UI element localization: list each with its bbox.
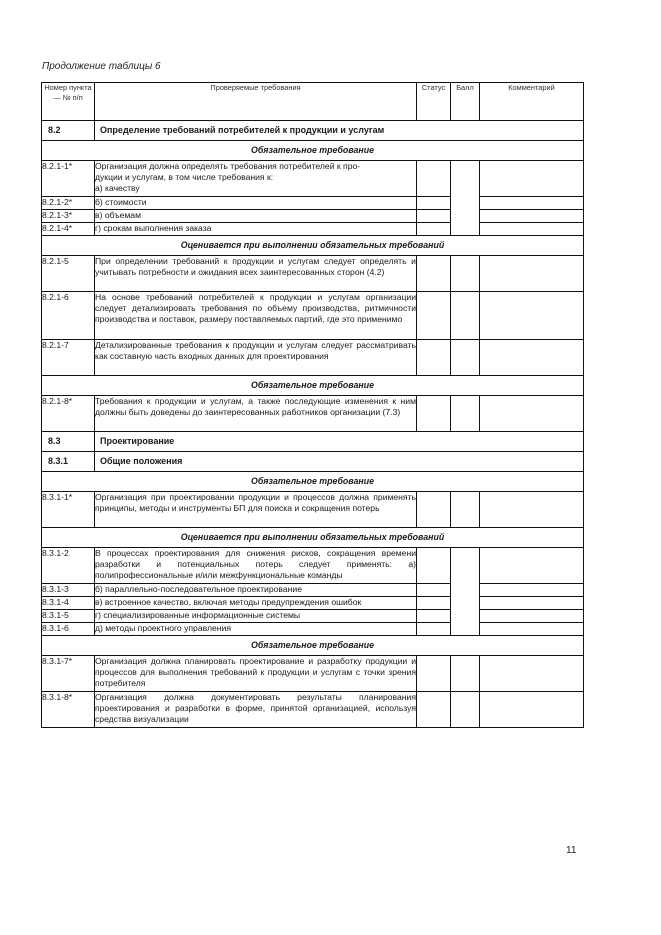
table-header-row — [42, 83, 584, 121]
section-number: 8.3.1 — [42, 452, 95, 472]
item-number: 8.3.1-1* — [42, 492, 95, 528]
header-number: Номер пункта — № п/п — [42, 83, 95, 121]
status-cell[interactable] — [417, 656, 451, 692]
item-text: Требования к продукции и услугам, а также последующие изменения к ним должны быть доведены до заинтересованных работников организации (7.3) — [95, 396, 417, 432]
status-cell[interactable] — [417, 584, 451, 597]
item-number: 8.2.1-4* — [42, 223, 95, 236]
item-text: Организация должна планировать проектирование и разработку продукции и процессов для выполнения требований к продукции и услугам с точки зрения потребителя — [95, 656, 417, 692]
status-cell[interactable] — [417, 256, 451, 292]
item-number: 8.3.1-3 — [42, 584, 95, 597]
item-text: г) специализированные информационные системы — [95, 610, 417, 623]
score-cell[interactable] — [451, 292, 480, 340]
status-cell[interactable] — [417, 692, 451, 728]
table-row — [42, 396, 584, 432]
item-text: в) встроенное качество, включая методы предупреждения ошибок — [95, 597, 417, 610]
item-number: 8.3.1-4 — [42, 597, 95, 610]
score-cell-merged[interactable] — [451, 161, 480, 236]
item-text: б) стоимости — [95, 197, 417, 210]
category-row — [42, 636, 584, 656]
table-row — [42, 161, 584, 197]
item-text — [95, 161, 417, 197]
item-number: 8.3.1-7* — [42, 656, 95, 692]
item-text: На основе требований потребителей к продукции и услугам организации следует детализировать требования по объему производства, ритмичности производства и поставок, размеру поставляемых партий, где это применимо — [95, 292, 417, 340]
section-row — [42, 432, 584, 452]
item-text: г) срокам выполнения заказа — [95, 223, 417, 236]
table-row — [42, 223, 584, 236]
table-row — [42, 492, 584, 528]
category-row — [42, 141, 584, 161]
category-label: Обязательное требование — [42, 636, 584, 656]
status-cell[interactable] — [417, 210, 451, 223]
status-cell[interactable] — [417, 340, 451, 376]
item-number: 8.3.1-6 — [42, 623, 95, 636]
score-cell[interactable] — [451, 256, 480, 292]
section-number: 8.3 — [42, 432, 95, 452]
item-text: В процессах проектирования для снижения рисков, сокращения времени разработки и потенциальных потерь следует применять: а) полипрофессиональные и/или межфункциональные команды — [95, 548, 417, 584]
item-text: Организация при проектировании продукции и процессов должна применять принципы, методы и инструменты БП для поиска и сокращения потерь — [95, 492, 417, 528]
item-text: Организация должна документировать результаты планирования проектирования и разработки в форме, принятой организацией, используя средства визуализации — [95, 692, 417, 728]
comment-cell[interactable] — [480, 210, 584, 223]
status-cell[interactable] — [417, 292, 451, 340]
category-row — [42, 528, 584, 548]
comment-cell[interactable] — [480, 292, 584, 340]
section-row — [42, 121, 584, 141]
table-row — [42, 623, 584, 636]
item-text-line: Организация должна определять требования потребителей к про- — [95, 161, 361, 171]
category-row — [42, 376, 584, 396]
table-row — [42, 197, 584, 210]
header-score: Балл — [451, 83, 480, 121]
item-number: 8.2.1-5 — [42, 256, 95, 292]
score-cell[interactable] — [451, 692, 480, 728]
status-cell[interactable] — [417, 548, 451, 584]
header-comment: Комментарий — [480, 83, 584, 121]
item-number: 8.3.1-8* — [42, 692, 95, 728]
comment-cell[interactable] — [480, 340, 584, 376]
score-cell-merged[interactable] — [451, 548, 480, 636]
score-cell[interactable] — [451, 396, 480, 432]
category-label: Обязательное требование — [42, 141, 584, 161]
comment-cell[interactable] — [480, 223, 584, 236]
section-title: Определение требований потребителей к продукции и услугам — [95, 121, 584, 141]
section-title: Общие положения — [95, 452, 584, 472]
item-text-line: дукции и услугам, в том числе требования к: — [95, 172, 274, 182]
table-row — [42, 256, 584, 292]
header-requirements: Проверяемые требования — [95, 83, 417, 121]
comment-cell[interactable] — [480, 584, 584, 597]
item-number: 8.2.1-7 — [42, 340, 95, 376]
item-text: При определении требований к продукции и услугам следует определять и учитывать потребности и ожидания всех заинтересованных сторон (4.2) — [95, 256, 417, 292]
requirements-table — [41, 82, 584, 728]
subsection-row — [42, 452, 584, 472]
item-number: 8.2.1-3* — [42, 210, 95, 223]
status-cell[interactable] — [417, 492, 451, 528]
status-cell[interactable] — [417, 610, 451, 623]
comment-cell[interactable] — [480, 656, 584, 692]
item-number: 8.3.1-5 — [42, 610, 95, 623]
comment-cell[interactable] — [480, 492, 584, 528]
table-row — [42, 292, 584, 340]
category-label: Обязательное требование — [42, 376, 584, 396]
category-label: Оценивается при выполнении обязательных требований — [42, 236, 584, 256]
item-number: 8.3.1-2 — [42, 548, 95, 584]
comment-cell[interactable] — [480, 396, 584, 432]
table-caption: Продолжение таблицы 6 — [42, 61, 161, 72]
item-number: 8.2.1-6 — [42, 292, 95, 340]
comment-cell[interactable] — [480, 256, 584, 292]
item-text: б) параллельно-последовательное проектирование — [95, 584, 417, 597]
comment-cell[interactable] — [480, 548, 584, 584]
item-text: д) методы проектного управления — [95, 623, 417, 636]
comment-cell[interactable] — [480, 692, 584, 728]
score-cell[interactable] — [451, 340, 480, 376]
category-label: Оценивается при выполнении обязательных требований — [42, 528, 584, 548]
item-text: в) объемам — [95, 210, 417, 223]
table-row — [42, 584, 584, 597]
table-row — [42, 692, 584, 728]
item-text: Детализированные требования к продукции и услугам следует рассматривать как составную часть входных данных для проектирования — [95, 340, 417, 376]
table-row — [42, 548, 584, 584]
section-title: Проектирование — [95, 432, 584, 452]
category-row — [42, 236, 584, 256]
status-cell[interactable] — [417, 396, 451, 432]
table-row — [42, 656, 584, 692]
status-cell[interactable] — [417, 597, 451, 610]
status-cell[interactable] — [417, 161, 451, 197]
table-row — [42, 210, 584, 223]
status-cell[interactable] — [417, 197, 451, 210]
score-cell[interactable] — [451, 492, 480, 528]
table-row — [42, 340, 584, 376]
score-cell[interactable] — [451, 656, 480, 692]
comment-cell[interactable] — [480, 197, 584, 210]
item-text-line: а) качеству — [95, 183, 140, 193]
table-row — [42, 610, 584, 623]
comment-cell[interactable] — [480, 161, 584, 197]
page-number: 11 — [566, 845, 577, 856]
comment-cell[interactable] — [480, 597, 584, 610]
category-row — [42, 472, 584, 492]
item-number: 8.2.1-2* — [42, 197, 95, 210]
status-cell[interactable] — [417, 623, 451, 636]
comment-cell[interactable] — [480, 610, 584, 623]
header-status: Статус — [417, 83, 451, 121]
comment-cell[interactable] — [480, 623, 584, 636]
item-number: 8.2.1-8* — [42, 396, 95, 432]
section-number: 8.2 — [42, 121, 95, 141]
table-row — [42, 597, 584, 610]
item-number: 8.2.1-1* — [42, 161, 95, 197]
category-label: Обязательное требование — [42, 472, 584, 492]
status-cell[interactable] — [417, 223, 451, 236]
